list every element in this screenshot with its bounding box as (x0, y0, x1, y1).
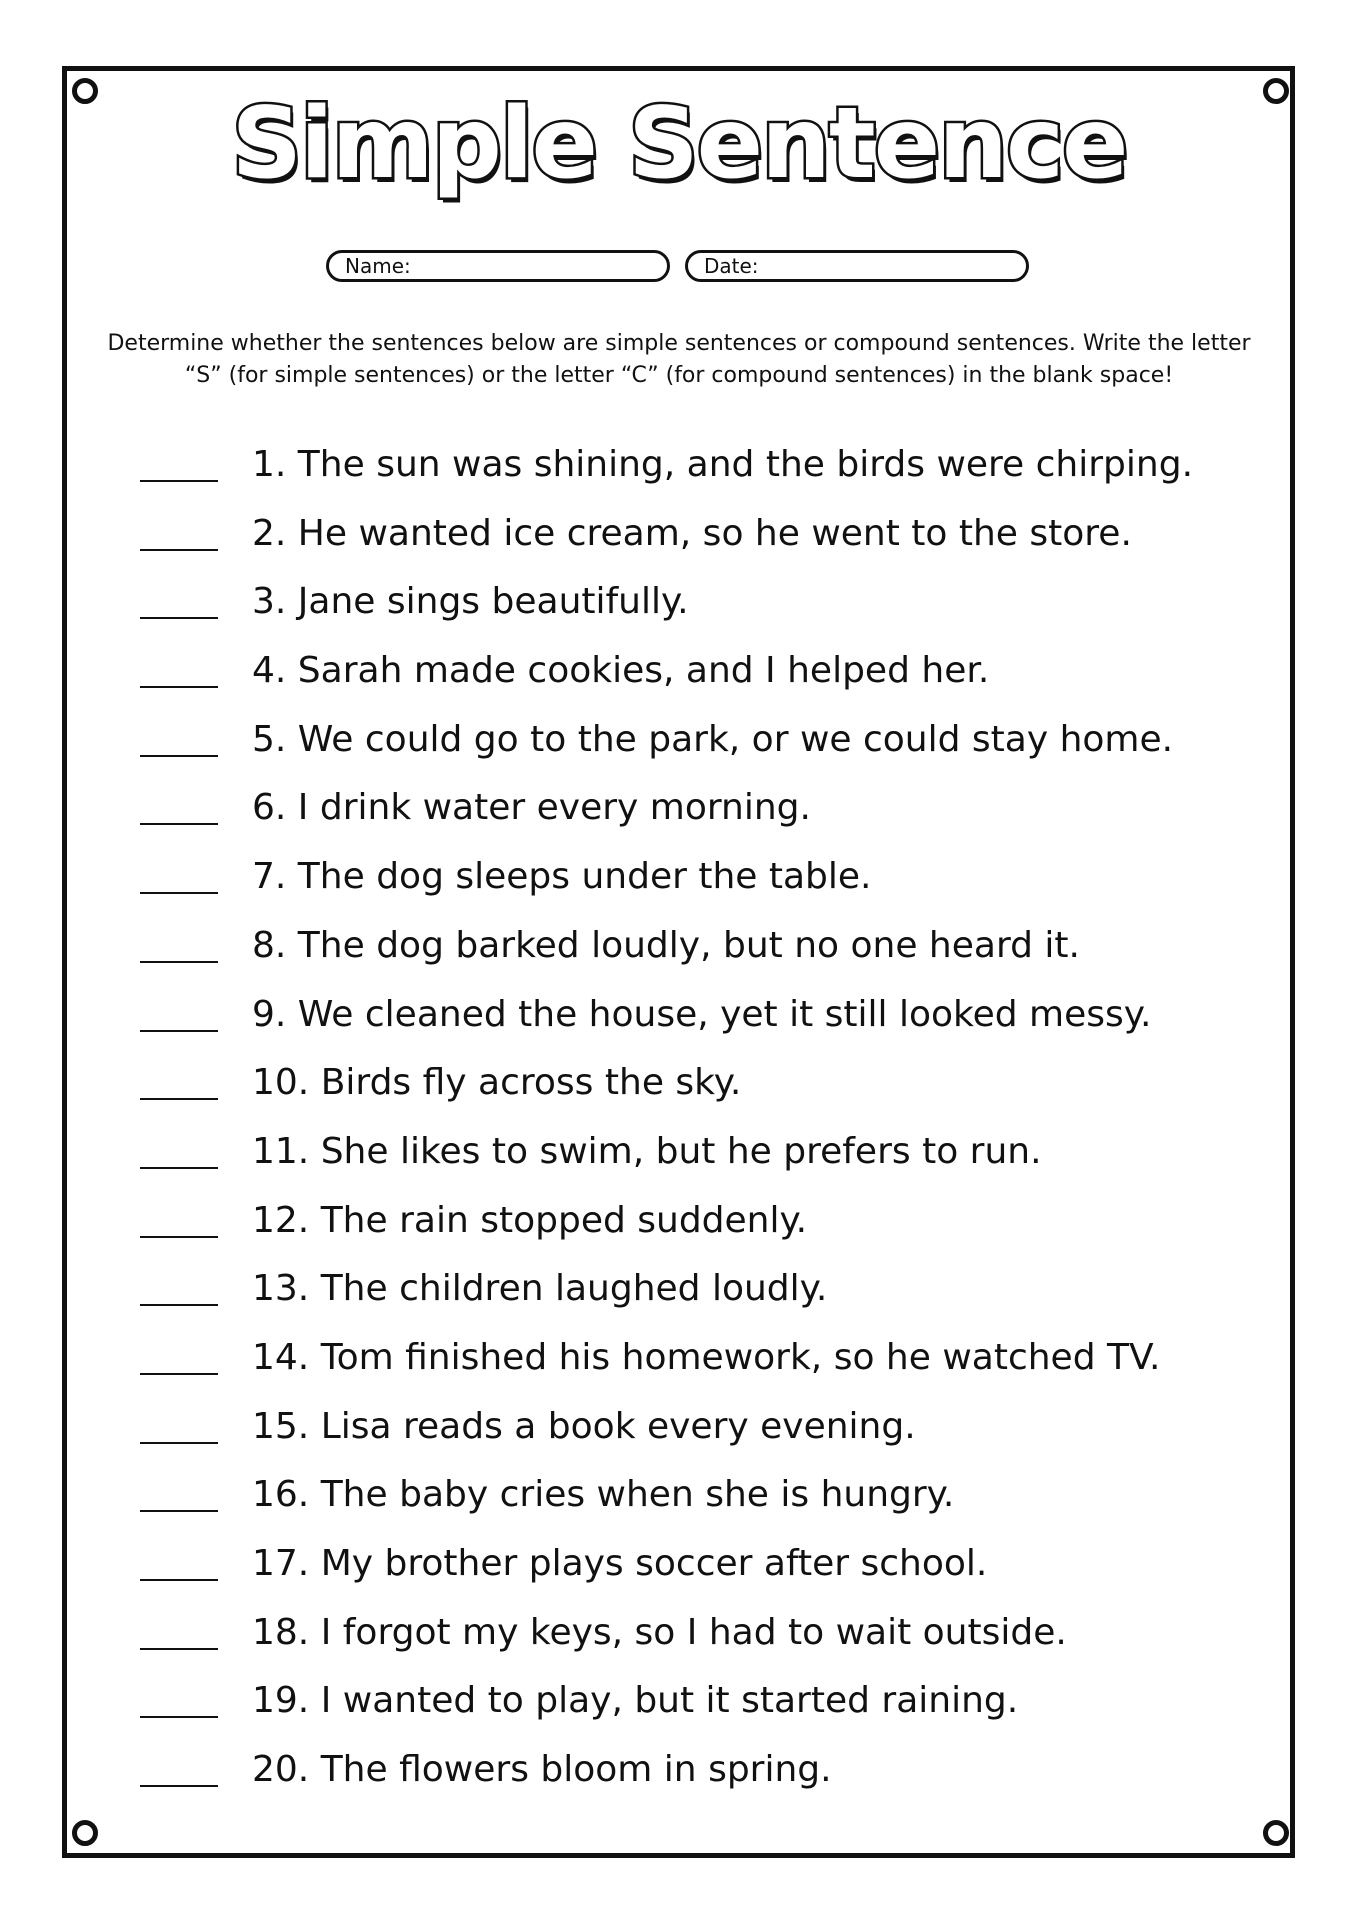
answer-blank[interactable] (140, 715, 218, 757)
sentence-text: 9. We cleaned the house, yet it still looked messy. (252, 993, 1152, 1035)
list-item (140, 1333, 1260, 1402)
list-item (140, 1676, 1260, 1745)
answer-blank[interactable] (140, 1264, 218, 1306)
list-item (140, 1539, 1260, 1608)
answer-blank[interactable] (140, 1196, 218, 1238)
sentence-text: 19. I wanted to play, but it started raining. (252, 1680, 1019, 1722)
answer-blank[interactable] (140, 1608, 218, 1650)
answer-blank[interactable] (140, 1058, 218, 1100)
answer-blank[interactable] (140, 1539, 218, 1581)
sentence-text: 3. Jane sings beautifully. (252, 581, 689, 623)
sentence-text: 10. Birds fly across the sky. (252, 1062, 742, 1104)
sentence-text: 13. The children laughed loudly. (252, 1268, 828, 1310)
sentence-text: 7. The dog sleeps under the table. (252, 856, 872, 898)
list-item (140, 577, 1260, 646)
list-item (140, 509, 1260, 578)
sentence-text: 4. Sarah made cookies, and I helped her. (252, 650, 990, 692)
sentence-text: 5. We could go to the park, or we could stay home. (252, 718, 1174, 760)
answer-blank[interactable] (140, 577, 218, 619)
list-item (140, 715, 1260, 784)
list-item (140, 1196, 1260, 1265)
answer-blank[interactable] (140, 1470, 218, 1512)
list-item (140, 440, 1260, 509)
name-field[interactable]: Name: (326, 250, 670, 282)
answer-blank[interactable] (140, 509, 218, 551)
answer-blank[interactable] (140, 1402, 218, 1444)
list-item (140, 783, 1260, 852)
list-item (140, 921, 1260, 990)
answer-blank[interactable] (140, 1127, 218, 1169)
sentence-text: 6. I drink water every morning. (252, 787, 811, 829)
list-item (140, 1608, 1260, 1677)
sentence-text: 14. Tom finished his homework, so he watched TV. (252, 1336, 1161, 1378)
list-item (140, 1264, 1260, 1333)
list-item (140, 646, 1260, 715)
sentence-text: 17. My brother plays soccer after school. (252, 1543, 988, 1584)
list-item (140, 1470, 1260, 1539)
sentence-text: 20. The flowers bloom in spring. (252, 1749, 832, 1791)
answer-blank[interactable] (140, 1333, 218, 1375)
sentence-list (140, 440, 1260, 1814)
answer-blank[interactable] (140, 1676, 218, 1718)
answer-blank[interactable] (140, 646, 218, 688)
sentence-text: 18. I forgot my keys, so I had to wait outside. (252, 1611, 1067, 1653)
instructions: Determine whether the sentences below are simple sentences or compound sentences. Write the letter “S” (for simple sentences) or the letter “C” (for compound sentences) in the blank space! (107, 331, 1251, 388)
answer-blank[interactable] (140, 440, 218, 482)
sentence-text: 1. The sun was shining, and the birds were chirping. (252, 444, 1194, 485)
list-item (140, 1058, 1260, 1127)
answer-blank[interactable] (140, 852, 218, 894)
sentence-text: 11. She likes to swim, but he prefers to run. (252, 1130, 1042, 1172)
sentence-text: 8. The dog barked loudly, but no one heard it. (252, 924, 1080, 966)
list-item (140, 1127, 1260, 1196)
sentence-text: 12. The rain stopped suddenly. (252, 1199, 808, 1241)
corner-ring-icon (72, 1820, 98, 1846)
sentence-text: 16. The baby cries when she is hungry. (252, 1474, 955, 1516)
sentence-text: 15. Lisa reads a book every evening. (252, 1405, 916, 1447)
list-item (140, 1402, 1260, 1471)
answer-blank[interactable] (140, 990, 218, 1032)
list-item (140, 852, 1260, 921)
page-title: Simple Sentence (231, 87, 1127, 201)
corner-ring-icon (1263, 1820, 1289, 1846)
answer-blank[interactable] (140, 783, 218, 825)
list-item (140, 1745, 1260, 1814)
answer-blank[interactable] (140, 921, 218, 963)
list-item (140, 990, 1260, 1059)
date-field[interactable]: Date: (685, 250, 1029, 282)
answer-blank[interactable] (140, 1745, 218, 1787)
sentence-text: 2. He wanted ice cream, so he went to the store. (252, 512, 1132, 554)
